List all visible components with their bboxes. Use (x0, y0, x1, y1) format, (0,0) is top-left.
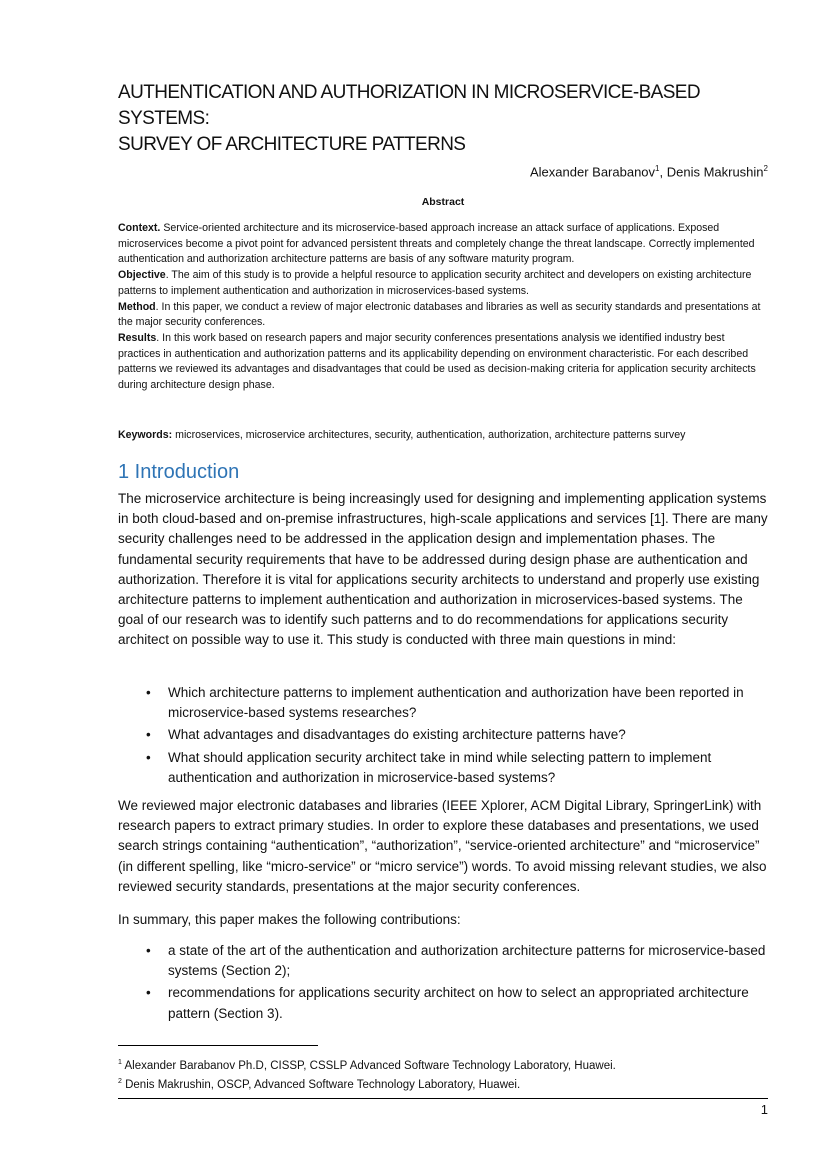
abstract-text: . In this work based on research papers and major security conferences presentations analysis we identified industry best practices in authentication and authorization patterns and its applicability depending on environment characteristic. For each described patterns we reviewed its advantages and disadvantages that could be used as decision-making criteria for application security architects during architecture design phase. (118, 331, 756, 392)
list-item (118, 725, 768, 745)
footnote-mark: 1 (118, 1059, 122, 1066)
footnote-mark: 1 (655, 164, 660, 173)
abstract-text: Service-oriented architecture and its microservice-based approach increase an attack surface of applications. Exposed microservices become a pivot point for advanced persistent threats and completely change the threat landscape. Correctly implemented authentication and authorization architecture patterns are basis of any software maturity program. (118, 222, 755, 266)
page-footer-divider (118, 1098, 768, 1099)
title-line-1: AUTHENTICATION AND AUTHORIZATION IN MICROSERVICE-BASED SYSTEMS: (118, 82, 700, 129)
abstract-objective (118, 268, 768, 299)
abstract-text: . The aim of this study is to provide a helpful resource to application security architect and developers on existing architecture patterns to implement authentication and authorization in microservices-based systems. (118, 269, 752, 297)
paragraph-text: In summary, this paper makes the following contributions: (118, 912, 461, 927)
abstract-label: Method (118, 300, 156, 313)
paper-title (118, 80, 778, 158)
keywords-text: microservices, microservice architectures, security, authentication, authorization, architecture patterns survey (172, 429, 686, 441)
research-questions-list (118, 683, 768, 790)
author-name: Alexander Barabanov (530, 164, 656, 180)
section-heading: 1 Introduction (118, 461, 240, 483)
list-item-text: recommendations for applications security architect on how to select an appropriated architecture pattern (Section 3). (168, 985, 749, 1021)
keywords (118, 429, 778, 441)
bullet-glyph: • (146, 943, 151, 958)
footnote-mark: 2 (763, 164, 768, 173)
list-item (118, 941, 768, 981)
page-number: 1 (760, 1102, 768, 1117)
bullet-glyph: • (146, 985, 151, 1001)
intro-paragraph-1 (118, 489, 768, 651)
bullet-glyph: • (146, 749, 151, 765)
author-list (530, 164, 768, 179)
bullet-glyph: • (146, 685, 151, 700)
paragraph-text: We reviewed major electronic databases and libraries (IEEE Xplorer, ACM Digital Library, SpringerLink) with research papers to extract primary studies. In order to explore these databases and presentations, we used search strings containing “authentication”, “authorization”, “service-oriented architecture” and “microservice” (in different spelling, like “micro-service” or “micro service”) words. To avoid missing relevant studies, we also reviewed security standards, presentations at the major security conferences. (118, 798, 767, 894)
abstract-label: Results (118, 331, 157, 344)
footnotes (118, 1055, 768, 1093)
abstract-text: . In this paper, we conduct a review of major electronic databases and libraries as well as security standards and presentations at the major security conferences. (118, 300, 761, 329)
list-item-text: What should application security architect take in mind while selecting pattern to implement authentication and authorization in microservice-based systems? (168, 749, 712, 785)
abstract-method (118, 300, 768, 331)
contributions-list (118, 941, 768, 1026)
footnote-mark: 2 (118, 1077, 122, 1085)
author-separator: , (659, 164, 667, 180)
abstract-body (118, 221, 768, 394)
intro-paragraph-2 (118, 796, 768, 897)
abstract-label: Context. (118, 222, 161, 234)
bullet-glyph: • (146, 727, 151, 743)
abstract-context (118, 221, 768, 268)
list-item-text: Which architecture patterns to implement authentication and authorization have been reported in microservice-based systems researches? (168, 685, 744, 721)
list-item (118, 748, 768, 788)
footnote (118, 1055, 768, 1074)
abstract-label: Objective (118, 269, 166, 282)
abstract-heading: Abstract (421, 196, 465, 208)
list-item-text: What advantages and disadvantages do existing architecture patterns have? (168, 727, 626, 743)
footnote-divider (118, 1045, 318, 1046)
intro-paragraph-3 (118, 910, 768, 930)
list-item (118, 983, 768, 1023)
footnote-text: Alexander Barabanov Ph.D, CISSP, CSSLP Advanced Software Technology Laboratory, Huawei. (121, 1059, 616, 1072)
footnote (118, 1074, 768, 1093)
keywords-label: Keywords: (118, 429, 173, 441)
list-item (118, 683, 768, 723)
title-line-2: SURVEY OF ARCHITECTURE PATTERNS (118, 134, 466, 155)
author-name: Denis Makrushin (666, 164, 764, 180)
footnote-text: Denis Makrushin, OSCP, Advanced Software Technology Laboratory, Huawei. (121, 1078, 521, 1091)
abstract-results (118, 331, 768, 394)
list-item-text: a state of the art of the authentication and authorization architecture patterns for microservice-based systems (Section 2); (168, 943, 766, 979)
paragraph-text: The microservice architecture is being increasingly used for designing and implementing application systems in both cloud-based and on-premise infrastructures, high-scale applications and services [1]. There are many security challenges need to be addressed in the application design and implementation phases. The fundamental security requirements that have to be addressed during design phase are authentication and authorization. Therefore it is vital for applications security architects to understand and properly use existing architecture patterns to implement authentication and authorization in microservices-based systems. The goal of our research was to identify such patterns and to do recommendations for applications security architect on possible way to use it. This study is conducted with three main questions in mind: (118, 491, 768, 648)
